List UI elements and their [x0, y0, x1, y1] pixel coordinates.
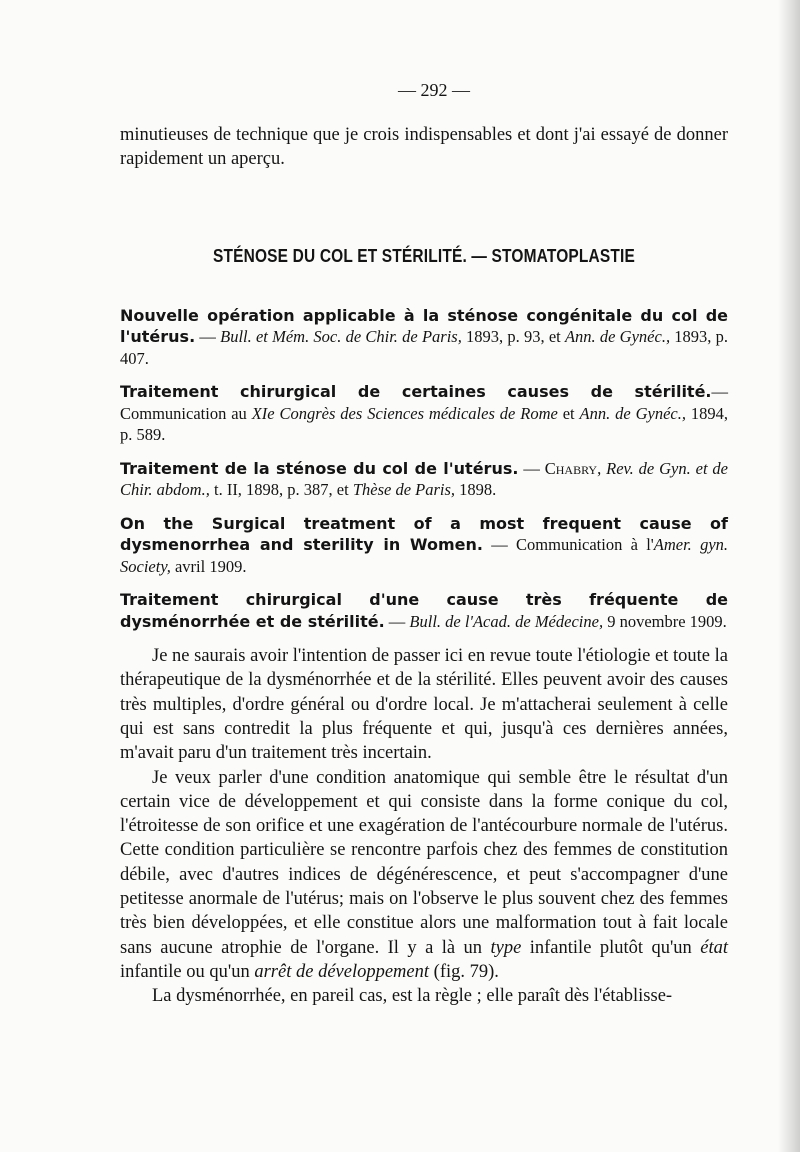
page-edge-shadow [778, 0, 800, 1152]
bibliography-entry-4: On the Surgical treatment of a most frequent cause of dysmenorrhea and sterility in Women. — Communication à l'Amer. gyn. Society, avril 1909. [120, 513, 729, 576]
section-heading: STÉNOSE DU COL ET STÉRILITÉ. — STOMATOPLASTIE [212, 245, 636, 266]
entry-thesis: Thèse de Paris, [352, 480, 456, 500]
entry-author: Chabry, [544, 458, 602, 478]
bibliography-entry-5: Traitement chirurgical d'une cause très fréquente de dysménorrhée et de stérilité. — Bull. de l'Acad. de Médecine, 9 novembre 1909. [120, 590, 728, 631]
intro-paragraph: minutieuses de technique que je crois indispensables et dont j'ai essayé de donner rapidement un aperçu. [120, 125, 728, 170]
entry-journal: Ann. de Gynéc., [579, 403, 686, 423]
page-number: — 292 — [398, 80, 470, 100]
body-paragraph-1: Je ne saurais avoir l'intention de passer ici en revue toute l'étiologie et toute la thérapeutique de la dysménorrhée et de la stérilité. Elles peuvent avoir des causes très multiples, d'ordre général ou d'ordre local. Je m'attacherai seulement à celle qui est sans contredit la plus fréquente et qui, jusqu'à ces dernières années, m'avait paru d'un traitement très incertain. [120, 646, 728, 764]
entry-title: On the Surgical treatment of a most frequent cause of dysmenorrhea and sterility in Women. [120, 513, 728, 555]
entry-congress: XIe Congrès des Sciences médicales de Rome [251, 403, 558, 423]
entry-journal-2: Ann. de Gynéc., [564, 327, 671, 347]
entry-title: Traitement chirurgical de certaines causes de stérilité. [120, 382, 712, 402]
bibliography-entry-3: Traitement de la sténose du col de l'utérus. — Chabry, Rev. de Gyn. et de Chir. abdom., t. II, 1898, p. 387, et Thèse de Paris, 1898. [120, 458, 729, 500]
entry-title: Traitement de la sténose du col de l'utérus. [120, 458, 519, 478]
emphasis-etat: état [700, 937, 728, 958]
emphasis-arret: arrêt de développement [254, 961, 430, 982]
emphasis-type: type [490, 937, 522, 958]
entry-journal: Bull. et Mém. Soc. de Chir. de Paris, [220, 327, 462, 347]
entry-society: Amer. gyn. Society, [120, 535, 729, 576]
body-paragraph-3: La dysménorrhée, en pareil cas, est la règle ; elle paraît dès l'établisse- [152, 986, 673, 1007]
document-page [120, 80, 728, 1009]
bibliography-entry-1: Nouvelle opération applicable à la sténose congénitale du col de l'utérus. — Bull. et Mém. Soc. de Chir. de Paris, 1893, p. 93, et Ann. de Gynéc., 1893, p. 407. [120, 305, 729, 368]
entry-journal: Rev. de Gyn. et de Chir. abdom., [120, 458, 729, 500]
bibliography-entry-2: Traitement chirurgical de certaines causes de stérilité.— Communication au XIe Congrès des Sciences médicales de Rome et Ann. de Gynéc., 1894, p. 589. [120, 382, 729, 445]
entry-journal: Bull. de l'Acad. de Médecine, [409, 611, 604, 631]
entry-title: Nouvelle opération applicable à la sténose congénitale du col de l'utérus. [120, 305, 728, 347]
body-paragraph-2: Je veux parler d'une condition anatomique qui semble être le résultat d'un certain vice de développement et qui consiste dans la forme conique du col, l'étroitesse de son orifice et une exagération de l'antécourbure normale de l'utérus. Cette condition particulière se rencontre parfois chez des femmes de constitution débile, avec d'autres indices de dégénérescence, et peut s'accompagner d'une petitesse anormale de l'utérus; mais on l'observe le plus souvent chez des femmes très bien développées, et elle constitue alors une malformation tout à fait locale sans aucune atrophie de l'organe. Il y a là un type infantile plutôt qu'un état infantile ou qu'un arrêt de développement (fig. 79). [120, 767, 728, 982]
entry-title: Traitement chirurgical d'une cause très fréquente de dysménorrhée et de stérilité. [120, 590, 728, 631]
